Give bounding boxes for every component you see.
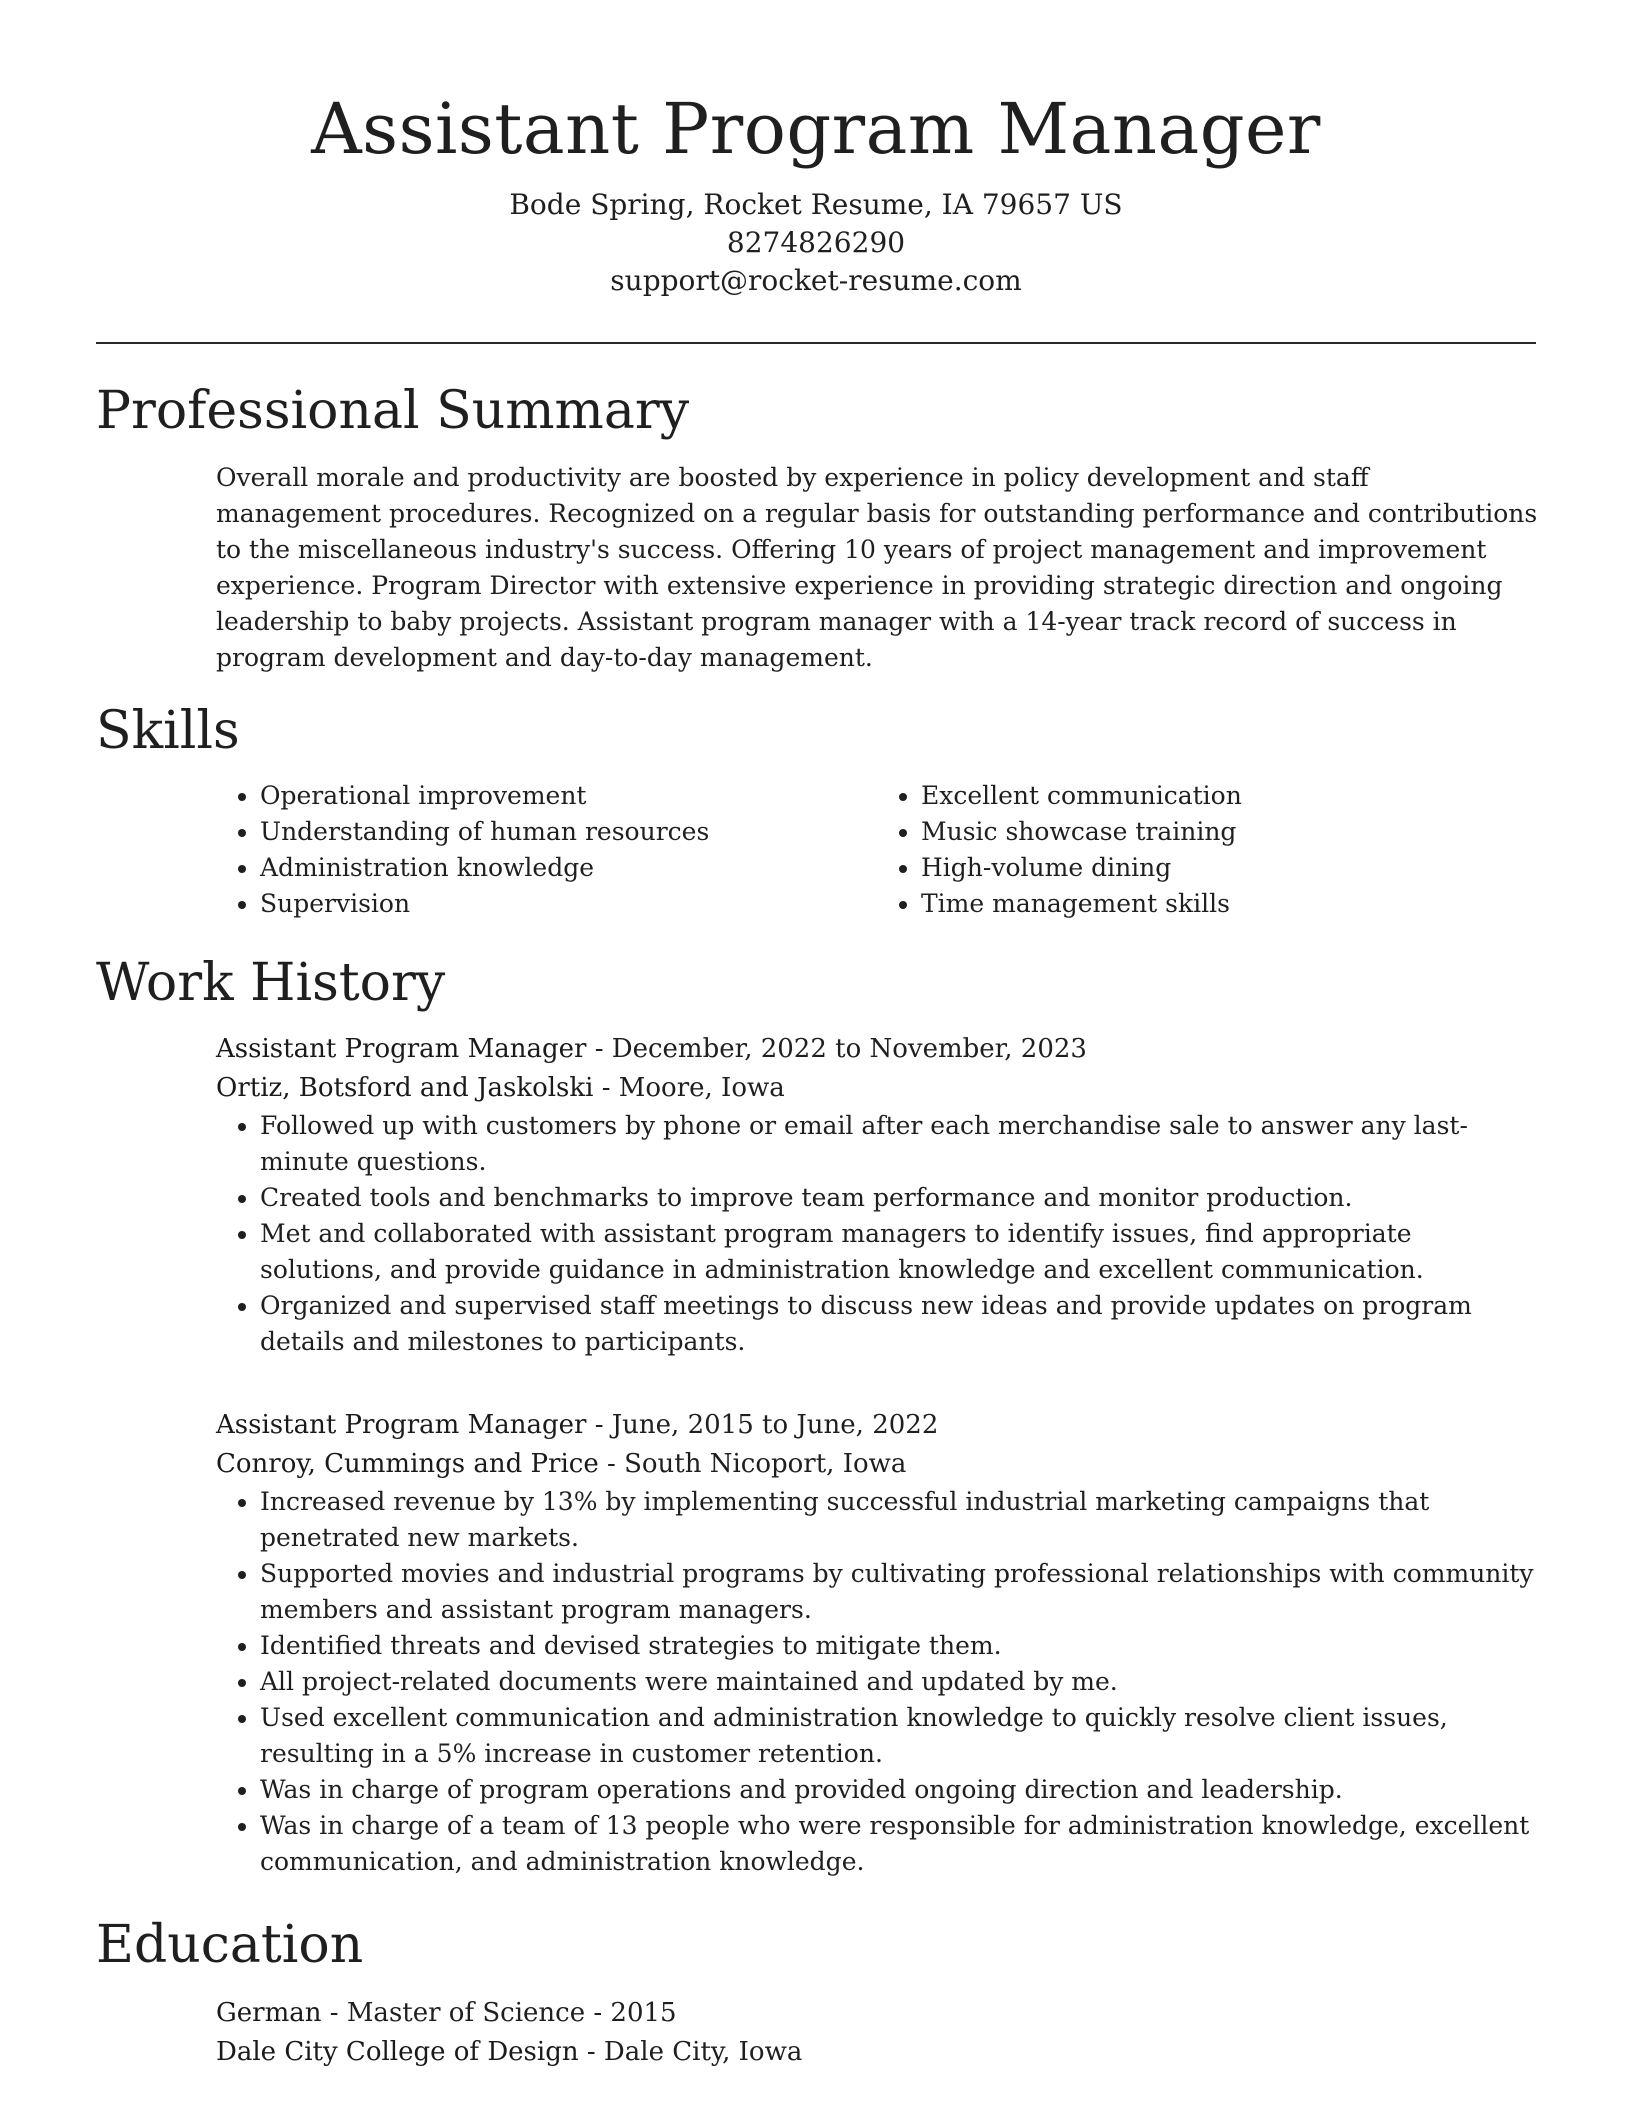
job-title: Assistant Program Manager (216, 1410, 587, 1440)
job-dates: - June, 2015 to June, 2022 (586, 1410, 939, 1440)
email: support@rocket-resume.com (610, 264, 1022, 297)
education-heading: Education (96, 1915, 364, 1975)
job-title: Assistant Program Manager (216, 1034, 587, 1064)
job-bullet: • Increased revenue by 13% by implementing successful industrial marketing campaigns that penetrated new markets. (260, 1484, 1538, 1556)
job-location: - Moore, Iowa (593, 1073, 785, 1103)
job-company: Ortiz, Botsford and Jaskolski (216, 1073, 594, 1103)
job-bullets (216, 1484, 1538, 1880)
work-history-heading: Work History (96, 953, 446, 1013)
skills-section (216, 778, 1538, 922)
resume-header (0, 84, 1632, 300)
skill-item: • Excellent communication (921, 778, 1538, 814)
candidate-name: Assistant Program Manager (311, 88, 1321, 170)
job-company-line (216, 1069, 1538, 1108)
skills-list-left (216, 778, 877, 922)
skill-item: • Administration knowledge (260, 850, 877, 886)
summary-text: Overall morale and productivity are boosted by experience in policy development and staff management procedures. Recognized on a regular basis for outstanding performance and contributions to the miscellaneous industry's success. Offering 10 years of project management and improvement experience. Program Director with extensive experience in providing strategic direction and ongoing leadership to baby projects. Assistant program manager with a 14-year track record of success in program development and day-to-day management. (216, 463, 1538, 672)
job-bullet: • Met and collaborated with assistant program managers to identify issues, find appropriate solutions, and provide guidance in administration knowledge and excellent communication. (260, 1216, 1538, 1288)
skills-heading: Skills (96, 701, 240, 761)
contact-info (0, 186, 1632, 300)
job-bullet: • All project-related documents were maintained and updated by me. (260, 1664, 1538, 1700)
job-company: Conroy, Cummings and Price (216, 1449, 599, 1479)
education-field: German (216, 1998, 322, 2028)
job-bullet: • Organized and supervised staff meetings to discuss new ideas and provide updates on program details and milestones to participants. (260, 1288, 1538, 1360)
job-bullet: • Was in charge of a team of 13 people who were responsible for administration knowledge, excellent communication, and administration knowledge. (260, 1808, 1538, 1880)
phone: 8274826290 (726, 226, 906, 259)
summary-section (216, 460, 1538, 676)
job-location: - South Nicoport, Iowa (598, 1449, 907, 1479)
job-bullet: • Identified threats and devised strategies to mitigate them. (260, 1628, 1538, 1664)
education-school: Dale City College of Design (216, 2037, 579, 2067)
skill-item: • High-volume dining (921, 850, 1538, 886)
skill-item: • Time management skills (921, 886, 1538, 922)
header-divider (96, 342, 1536, 344)
job-title-line (216, 1030, 1538, 1069)
skill-item: • Operational improvement (260, 778, 877, 814)
job-entry (216, 1030, 1538, 1360)
skills-list-right (877, 778, 1538, 922)
skill-item: • Music showcase training (921, 814, 1538, 850)
education-degree: - Master of Science - 2015 (321, 1998, 677, 2028)
job-entry (216, 1406, 1538, 1880)
job-dates: - December, 2022 to November, 2023 (586, 1034, 1087, 1064)
job-company-line (216, 1445, 1538, 1484)
education-school-line (216, 2033, 1538, 2072)
job-bullets (216, 1108, 1538, 1360)
job-bullet: • Supported movies and industrial programs by cultivating professional relationships with community members and assistant program managers. (260, 1556, 1538, 1628)
job-bullet: • Used excellent communication and administration knowledge to quickly resolve client issues, resulting in a 5% increase in customer retention. (260, 1700, 1538, 1772)
education-location: - Dale City, Iowa (578, 2037, 803, 2067)
education-entry (216, 1994, 1538, 2072)
job-bullet: • Created tools and benchmarks to improve team performance and monitor production. (260, 1180, 1538, 1216)
summary-heading: Professional Summary (96, 381, 690, 441)
address: Bode Spring, Rocket Resume, IA 79657 US (509, 188, 1123, 221)
education-degree-line (216, 1994, 1538, 2033)
job-bullet: • Followed up with customers by phone or email after each merchandise sale to answer any last-minute questions. (260, 1108, 1538, 1180)
job-bullet: • Was in charge of program operations and provided ongoing direction and leadership. (260, 1772, 1538, 1808)
skill-item: • Understanding of human resources (260, 814, 877, 850)
job-title-line (216, 1406, 1538, 1445)
skill-item: • Supervision (260, 886, 877, 922)
